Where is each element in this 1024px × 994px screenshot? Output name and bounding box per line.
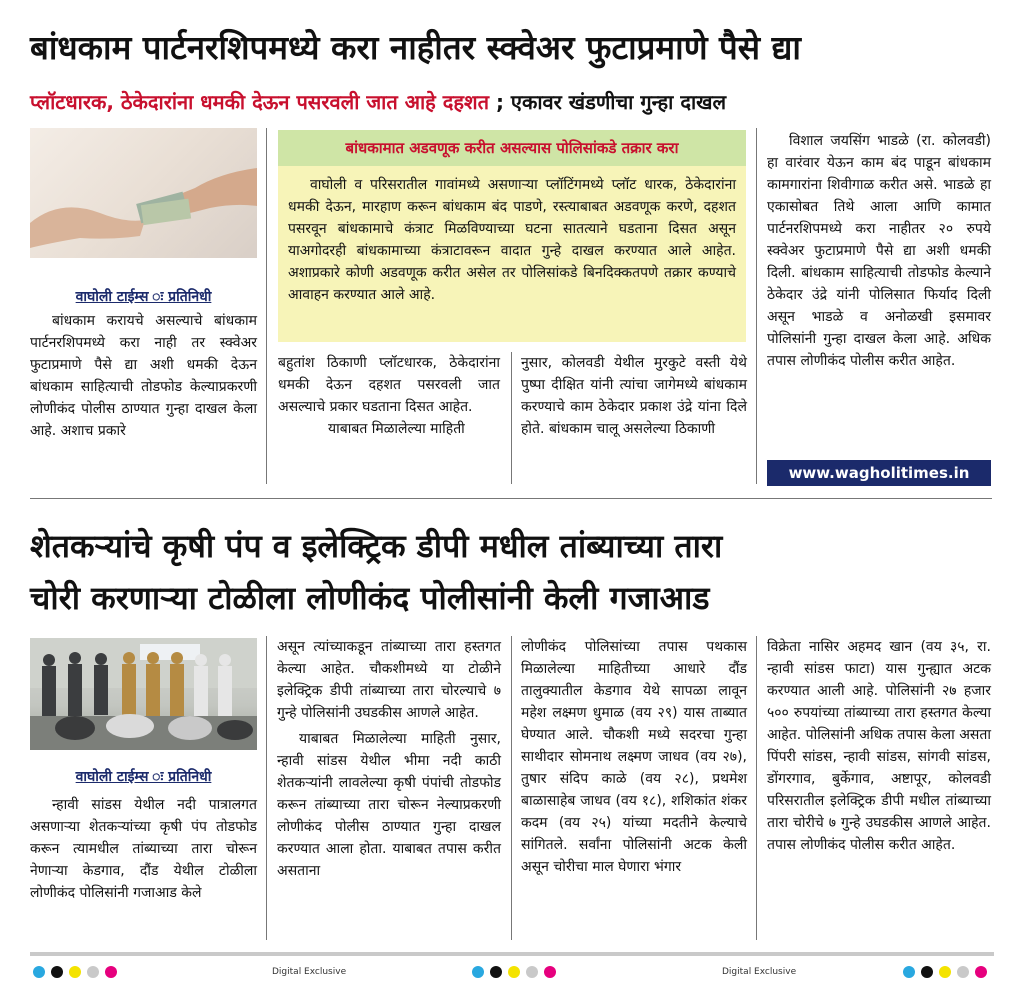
color-swatch-yellow	[939, 966, 951, 978]
color-swatch-black	[490, 966, 502, 978]
color-swatch-cyan	[33, 966, 45, 978]
article1-subheadline	[30, 88, 1000, 115]
article1-byline: वाघोली टाईम्स ः प्रतिनिधी	[75, 289, 212, 305]
color-swatch-yellow	[508, 966, 520, 978]
color-swatch-cyan	[903, 966, 915, 978]
article2-column-2-para1: असून त्यांच्याकडून तांब्याच्या तारा हस्तगत केल्या आहेत. चौकशीमध्ये या टोळीने इलेक्ट्रिक डीपी तांब्याच्या तारा चोरल्याचे ७ गुन्हे पोलिसांनी उघडकीस आणले आहेत.	[277, 639, 501, 721]
article1-column-3-text: नुसार, कोलवडी येथील मुरकुटे वस्ती येथे पुष्पा दीक्षित यांनी त्यांचा जागेमध्ये बांधकाम करण्याचे काम ठेकेदार प्रकाश उंद्रे यांना दिले होते. बांधकाम चालू असलेल्या ठिकाणी	[521, 355, 747, 437]
article1-subheadline-red: प्लॉटधारक, ठेकेदारांना धमकी देऊन पसरवली जात आहे दहशत	[30, 90, 489, 114]
website-url[interactable]: www.wagholitimes.in	[767, 460, 991, 486]
article2-column-1-text: न्हावी सांडस येथील नदी पात्रालगत असणाऱ्या शेतकऱ्यांच्या कृषी पंप तोडफोड करून त्यामधील तांब्याच्या तारा चोरून नेणाऱ्या केडगाव, दौंड येथील टोळीला लोणीकंद पोलिसांनी गजाआड केले	[30, 797, 257, 901]
footer-label-right: Digital Exclusive	[722, 967, 797, 977]
article2-column-4-text: विक्रेता नासिर अहमद खान (वय ३५, रा. न्हावी सांडस फाटा) यास गुन्ह्यात अटक करण्यात आली आहे. पोलिसांनी २७ हजार ५०० रुपयांच्या तांब्याच्या तारा हस्तगत केल्या आहेत. पोलिसांनी अधिक तपास केला असता पिंपरी सांडस, न्हावी सांडस, सांगवी सांडस, डोंगरगाव, बुर्केगाव, अष्टापूर, कोलवडी परिसरातील इलेक्ट्रिक डीपी मधील तांब्याच्या तारा चोरीचे ७ गुन्हे उघडकीस आणले आहेत. तपास लोणीकंद पोलीस करीत आहेत.	[767, 639, 991, 853]
divider	[511, 636, 512, 940]
color-swatch-cyan	[472, 966, 484, 978]
article1-photo	[30, 128, 257, 258]
article1-column-4-text: विशाल जयसिंग भाडळे (रा. कोलवडी) हा वारंवार येऊन काम बंद पाडून बांधकाम कामगारांना शिवीगाळ करीत असे. भाडळे हा एकासोबत तिथे आला आणि कामात पार्टनरशिपमध्ये करा नाहीतर २० रुपये स्क्वेअर फुटाप्रमाणे पैसे द्या अशी धमकी दिली. बांधकाम साहित्याची तोडफोड केल्याने ठेकेदार उंद्रे यांनी पोलिसात फिर्याद दिली असून भाडळे व अनोळखी इसमावर पोलिसांनी गुन्हा दाखल केला आहे. अधिक तपास लोणीकंद पोलीस करीत आहेत.	[767, 133, 991, 369]
group-photo-illustration	[30, 638, 257, 750]
color-swatch-magenta	[975, 966, 987, 978]
divider	[266, 636, 267, 940]
divider	[266, 128, 267, 484]
article2-byline: वाघोली टाईम्स ः प्रतिनिधी	[75, 769, 212, 785]
article1-column-2-para2: याबाबत मिळालेल्या माहिती	[328, 421, 465, 437]
color-swatch-magenta	[544, 966, 556, 978]
footer-rule	[30, 952, 994, 956]
hands-money-illustration	[30, 128, 257, 258]
article2-column-2	[277, 636, 501, 882]
highlight-box	[278, 130, 746, 342]
article1-column-3	[521, 352, 747, 440]
color-swatch-magenta	[105, 966, 117, 978]
article2-column-1	[30, 794, 257, 904]
article1-column-2-para1: बहुतांश ठिकाणी प्लॉटधारक, ठेकेदारांना धमकी देऊन दहशत पसरवली जात असल्याचे प्रकार घडताना दिसत आहेत.	[278, 355, 500, 415]
highlight-box-title: बांधकामात अडवणूक करीत असल्यास पोलिसांकडे तक्रार करा	[278, 130, 746, 166]
article1-column-2	[278, 352, 500, 440]
article1-column-1-text: बांधकाम करायचे असल्याचे बांधकाम पार्टनरशिपमध्ये करा नाही तर स्क्वेअर फुटाप्रमाणे पैसे द्या अशी धमकी देऊन बांधकाम साहित्याची तोडफोड केल्याप्रकरणी लोणीकंद पोलीस ठाण्यात गुन्हा दाखल केला आहे. अशाच प्रकारे	[30, 313, 257, 439]
footer-label-left: Digital Exclusive	[272, 967, 347, 977]
article1-headline: बांधकाम पार्टनरशिपमध्ये करा नाहीतर स्क्वेअर फुटाप्रमाणे पैसे द्या	[30, 28, 801, 67]
divider	[756, 128, 757, 484]
article2-column-4	[767, 636, 991, 856]
article1-subheadline-black: ; एकावर खंडणीचा गुन्हा दाखल	[495, 90, 727, 114]
divider	[511, 352, 512, 484]
article2-column-2-para2: याबाबत मिळालेल्या माहिती नुसार, न्हावी सांडस येथील भीमा नदी काठी शेतकऱ्यांनी लावलेल्या कृषी पंपांची तोडफोड करून तांब्याच्या तारा चोरून नेल्याप्रकरणी लोणीकंद पोलीस ठाण्यात गुन्हा दाखल करण्यात आला होता. याबाबत तपास करीत असताना	[277, 731, 501, 879]
color-swatch-black	[51, 966, 63, 978]
article2-headline-line1: शेतकऱ्यांचे कृषी पंप व इलेक्ट्रिक डीपी मधील तांब्याच्या तारा	[30, 527, 723, 565]
color-swatch-gray	[957, 966, 969, 978]
section-divider	[30, 498, 992, 499]
article1-column-4	[767, 130, 991, 372]
color-swatch-black	[921, 966, 933, 978]
article2-photo	[30, 638, 257, 750]
color-swatch-yellow	[69, 966, 81, 978]
article2-headline-line2: चोरी करणाऱ्या टोळीला लोणीकंद पोलीसांनी केली गजाआड	[30, 579, 710, 617]
article2-column-3-text: लोणीकंद पोलिसांच्या तपास पथकास मिळालेल्या माहितीच्या आधारे दौंड तालुक्यातील केडगाव येथे सापळा लावून महेश लक्ष्मण धुमाळ (वय २९) यास ताब्यात घेण्यात आले. चौकशी मध्ये सदरचा गुन्हा साथीदार सोमनाथ लक्ष्मण जाधव (वय २७), तुषार संदिप काळे (वय २८), प्रथमेश बाळासाहेब जाधव (वय १८), शशिकांत शंकर कदम (वय २५) यांच्या मदतीने केल्याचे सांगितले. सर्वांना पोलिसांनी अटक केली असून चोरीचा माल घेणारा भंगार	[521, 639, 747, 875]
color-swatch-gray	[87, 966, 99, 978]
highlight-box-body	[278, 166, 746, 312]
article2-column-3	[521, 636, 747, 878]
divider	[756, 636, 757, 940]
article1-column-1	[30, 310, 257, 442]
color-swatch-gray	[526, 966, 538, 978]
highlight-box-text: वाघोली व परिसरातील गावांमध्ये असणाऱ्या प्लॉटिंगमध्ये प्लॉट धारक, ठेकेदारांना धमकी देऊन, मारहाण करून बांधकाम बंद पाडणे, रस्त्याबाबत अडवणूक करणे, दहशत पसरवून बांधकामाचे कंत्राट मिळविण्याच्या घटना सातत्याने घडताना दिसत असून याअगोदरही बांधकामाच्या कंत्राटावरून वादात गुन्हे दाखल करण्यात आले आहेत. अशाप्रकारे कोणी अडवणूक करीत असेल तर पोलिसांकडे बिनदिक्कतपणे तक्रार कण्याचे आवाहन करण्यात आले आहे.	[288, 177, 736, 303]
